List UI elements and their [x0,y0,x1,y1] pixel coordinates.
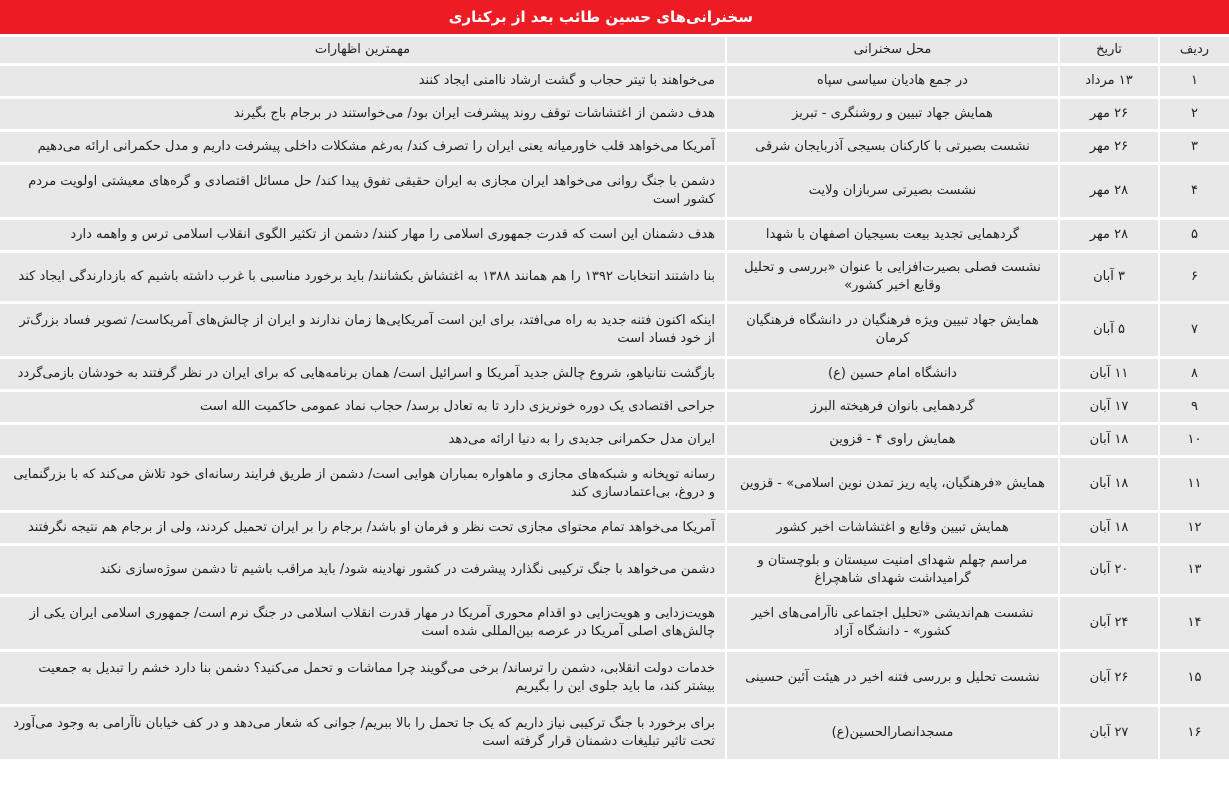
table-row [0,707,1229,759]
row-date: ۲۷ آبان [1058,707,1158,759]
table-row [0,359,1229,389]
row-date: ۵ آبان [1058,304,1158,356]
row-num: ۱۵ [1158,652,1229,704]
row-statement: آمریکا می‌خواهد تمام محتوای مجازی تحت نظر و فرمان او باشد/ برجام را بر ایران تحمیل کردند، ولی از برجام هم نتیجه نگرفتند [0,513,725,543]
row-location: همایش «فرهنگیان، پایه ریز تمدن نوین اسلامی» - قزوین [725,458,1058,510]
row-num: ۹ [1158,392,1229,422]
table-header-row [0,37,1229,63]
row-statement: جراحی اقتصادی یک دوره خونریزی دارد تا به تعادل برسد/ حجاب نماد عمومی حاکمیت الله است [0,392,725,422]
row-date: ۱۸ آبان [1058,513,1158,543]
row-location: نشست بصیرتی سربازان ولایت [725,165,1058,217]
table-row [0,546,1229,594]
row-num: ۷ [1158,304,1229,356]
row-num: ۵ [1158,220,1229,250]
row-date: ۲۸ مهر [1058,165,1158,217]
row-date: ۱۱ آبان [1058,359,1158,389]
row-location: گردهمایی تجدید بیعت بسیجیان اصفهان با شهدا [725,220,1058,250]
row-location: گردهمایی بانوان فرهیخته البرز [725,392,1058,422]
row-location: نشست تحلیل و بررسی فتنه اخیر در هیئت آئین حسینی [725,652,1058,704]
row-statement: هدف دشمن از اغتشاشات توقف روند پیشرفت ایران بود/ می‌خواستند در برجام باج بگیرند [0,99,725,129]
row-date: ۲۴ آبان [1058,597,1158,649]
row-num: ۶ [1158,253,1229,301]
row-statement: هویت‌زدایی و هویت‌زایی دو اقدام محوری آمریکا در مهار قدرت انقلاب اسلامی در جنگ نرم است/ جمهوری اسلامی ایران یکی از چالش‌های اصلی آمریکا در عرصه بین‌المللی شده است [0,597,725,649]
row-statement: بازگشت نتانیاهو، شروع چالش جدید آمریکا و اسرائیل است/ همان برنامه‌هایی که برای ایران در نظر گرفتند به خودشان بازمی‌گردد [0,359,725,389]
row-num: ۱۱ [1158,458,1229,510]
row-statement: اینکه اکنون فتنه جدید به راه می‌افتد، برای این است آمریکایی‌ها زمان ندارند و ایران از چالش‌های آمریکاست/ تصویر فساد بزرگ‌تر از خود فساد است [0,304,725,356]
row-statement: ایران مدل حکمرانی جدیدی را به دنیا ارائه می‌دهد [0,425,725,455]
row-date: ۲۸ مهر [1058,220,1158,250]
table-row [0,425,1229,455]
row-location: دانشگاه امام حسین (ع) [725,359,1058,389]
header-num: ردیف [1158,37,1229,63]
row-num: ۲ [1158,99,1229,129]
row-location: همایش تبیین وقایع و اغتشاشات اخیر کشور [725,513,1058,543]
row-location: همایش جهاد تبیین ویژه فرهنگیان در دانشگاه فرهنگیان کرمان [725,304,1058,356]
row-date: ۱۷ آبان [1058,392,1158,422]
row-date: ۲۶ مهر [1058,99,1158,129]
row-statement: دشمن می‌خواهد با جنگ ترکیبی نگذارد پیشرفت در کشور نهادینه شود/ باید مراقب باشیم تا دشمن سوژه‌سازی نکند [0,546,725,594]
row-num: ۱۲ [1158,513,1229,543]
row-num: ۱۶ [1158,707,1229,759]
row-statement: دشمن با جنگ روانی می‌خواهد ایران مجازی به ایران حقیقی تفوق پیدا کند/ حل مسائل اقتصادی و گره‌های معیشتی اولویت مردم کشور است [0,165,725,217]
row-num: ۴ [1158,165,1229,217]
header-statement: مهمترین اظهارات [0,37,725,63]
row-location: همایش جهاد تبیین و روشنگری - تبریز [725,99,1058,129]
row-location: در جمع هادیان سیاسی سپاه [725,66,1058,96]
table-row [0,392,1229,422]
table-row [0,220,1229,250]
header-location: محل سخنرانی [725,37,1058,63]
row-date: ۱۸ آبان [1058,425,1158,455]
row-date: ۱۳ مرداد [1058,66,1158,96]
row-statement: بنا داشتند انتخابات ۱۳۹۲ را هم همانند ۱۳۸۸ به اغتشاش بکشانند/ باید برخورد مناسبی با غرب داشته باشیم که بازدارندگی ایجاد کند [0,253,725,301]
row-statement: رسانه توپخانه و شبکه‌های مجازی و ماهواره بمباران هوایی است/ دشمن از طریق فرایند رسانه‌ای خود تلاش می‌کند که با بزرگنمایی و دروغ، بی‌اعتمادسازی کند [0,458,725,510]
row-num: ۱۳ [1158,546,1229,594]
row-num: ۱ [1158,66,1229,96]
row-date: ۲۶ آبان [1058,652,1158,704]
table-row [0,132,1229,162]
table-row [0,304,1229,356]
statements-table [0,34,1229,762]
row-num: ۱۴ [1158,597,1229,649]
row-num: ۸ [1158,359,1229,389]
row-date: ۳ آبان [1058,253,1158,301]
row-num: ۳ [1158,132,1229,162]
row-date: ۱۸ آبان [1058,458,1158,510]
table-row [0,597,1229,649]
row-location: نشست فصلی بصیرت‌افزایی با عنوان «بررسی و تحلیل وقایع اخیر کشور» [725,253,1058,301]
table-row [0,253,1229,301]
table-title: سخنرانی‌های حسین طائب بعد از برکناری [0,0,1229,34]
table-row [0,165,1229,217]
row-date: ۲۰ آبان [1058,546,1158,594]
row-statement: هدف دشمنان این است که قدرت جمهوری اسلامی را مهار کنند/ دشمن از تکثیر الگوی انقلاب اسلامی ترس و واهمه دارد [0,220,725,250]
row-statement: آمریکا می‌خواهد قلب خاورمیانه یعنی ایران را تصرف کند/ به‌رغم مشکلات داخلی پیشرفت داریم و مدل حکمرانی ارائه می‌دهیم [0,132,725,162]
row-statement: برای برخورد با جنگ ترکیبی نیاز داریم که یک جا تحمل را بالا ببریم/ جوانی که شعار می‌دهد و در کف خیابان ناآرامی به وجود می‌آورد تحت تاثیر تبلیغات دشمنان قرار گرفته است [0,707,725,759]
row-statement: می‌خواهند با تیتر حجاب و گشت ارشاد ناامنی ایجاد کنند [0,66,725,96]
table-row [0,99,1229,129]
table-row [0,513,1229,543]
row-location: مسجدانصارالحسین(ع) [725,707,1058,759]
header-date: تاریخ [1058,37,1158,63]
row-location: نشست بصیرتی با کارکنان بسیجی آذربایجان شرقی [725,132,1058,162]
table-row [0,458,1229,510]
row-location: نشست هم‌اندیشی «تحلیل اجتماعی ناآرامی‌های اخیر کشور» - دانشگاه آزاد [725,597,1058,649]
table-row [0,652,1229,704]
row-statement: خدمات دولت انقلابی، دشمن را ترساند/ برخی می‌گویند چرا مماشات و تحمل می‌کنید؟ دشمن بنا دارد خشم را تبدیل به جمعیت بیشتر کند، ما باید جلوی این را بگیریم [0,652,725,704]
table-row [0,66,1229,96]
row-num: ۱۰ [1158,425,1229,455]
row-date: ۲۶ مهر [1058,132,1158,162]
row-location: مراسم چهلم شهدای امنیت سیستان و بلوچستان و گرامیداشت شهدای شاهچراغ [725,546,1058,594]
row-location: همایش راوی ۴ - قزوین [725,425,1058,455]
